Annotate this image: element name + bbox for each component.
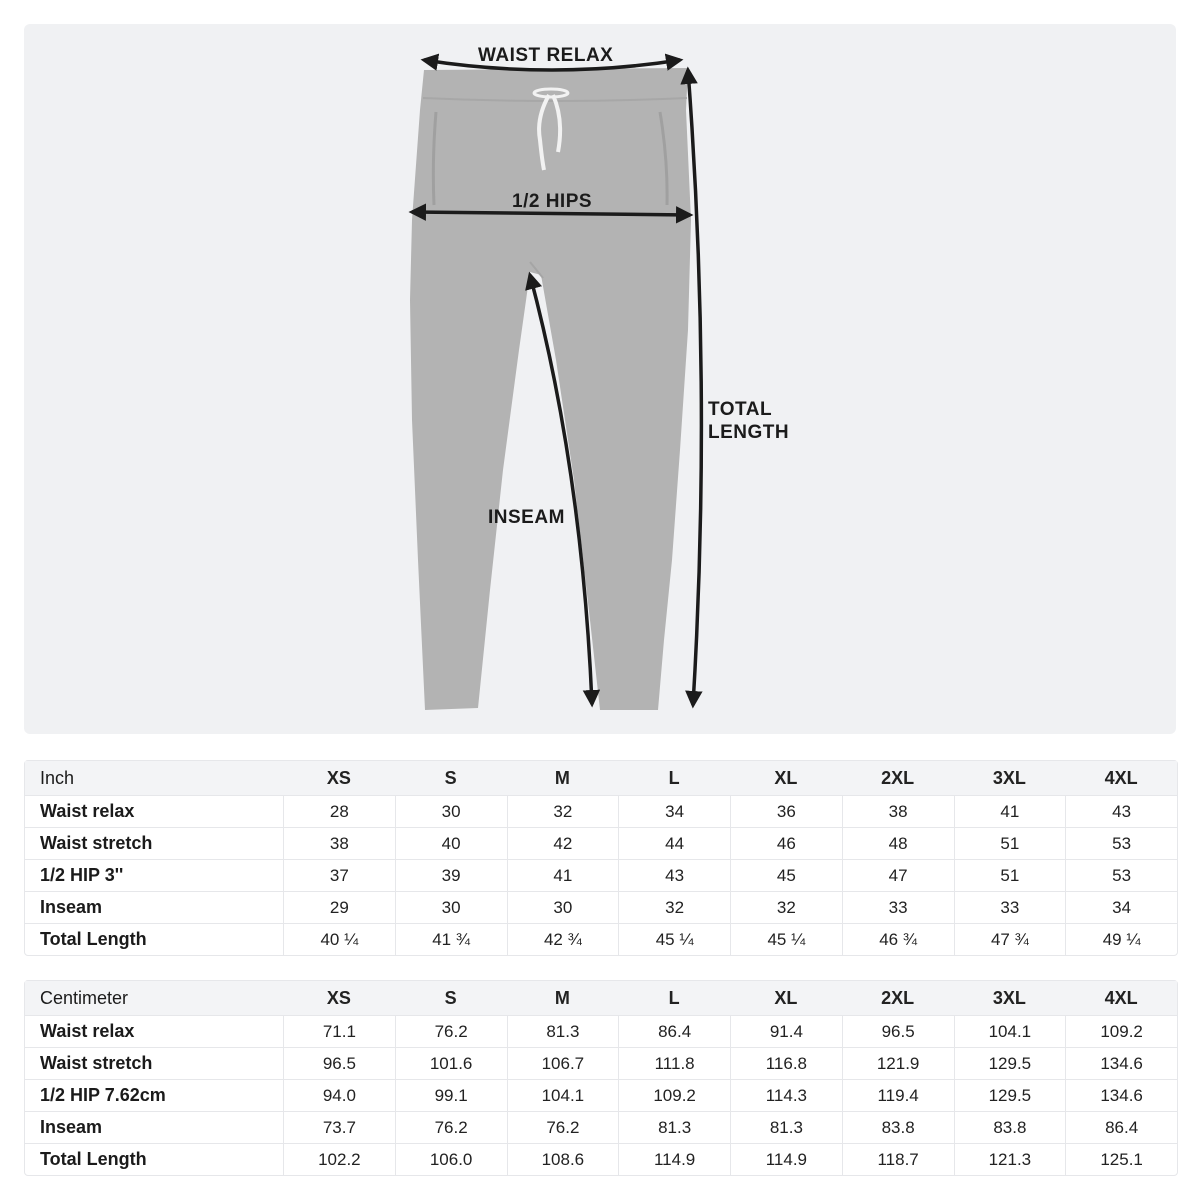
table-cell: 121.3 bbox=[954, 1144, 1066, 1175]
table-cell: 43 bbox=[1065, 796, 1177, 827]
size-header: XS bbox=[326, 767, 351, 788]
table-row bbox=[25, 859, 1177, 891]
table-cell: 116.8 bbox=[730, 1048, 842, 1079]
measurement-label: 1/2 HIP 3'' bbox=[40, 865, 124, 885]
table-cell: 47 ¾ bbox=[954, 924, 1066, 955]
table-cell: 102.2 bbox=[283, 1144, 395, 1175]
table-cell: 40 ¼ bbox=[283, 924, 395, 955]
table-cell: 73.7 bbox=[283, 1112, 395, 1143]
total-length-label-line2: LENGTH bbox=[708, 422, 790, 443]
measurement-label: Waist relax bbox=[40, 801, 135, 821]
table-cell: 119.4 bbox=[842, 1080, 954, 1111]
table-cell: 46 bbox=[730, 828, 842, 859]
table-cell: 38 bbox=[842, 796, 954, 827]
waist-relax-label: WAIST RELAX bbox=[478, 45, 614, 66]
measurement-label: 1/2 HIP 7.62cm bbox=[40, 1085, 166, 1105]
table-cell: 96.5 bbox=[283, 1048, 395, 1079]
table-cell: 51 bbox=[954, 860, 1066, 891]
table-row bbox=[25, 827, 1177, 859]
table-cell: 91.4 bbox=[730, 1016, 842, 1047]
measurement-label: Total Length bbox=[40, 929, 147, 949]
table-cell: 106.0 bbox=[395, 1144, 507, 1175]
table-cell: 30 bbox=[395, 892, 507, 923]
table-cell: 86.4 bbox=[1065, 1112, 1177, 1143]
table-cell: 118.7 bbox=[842, 1144, 954, 1175]
table-cell: 76.2 bbox=[395, 1112, 507, 1143]
table-cell: 83.8 bbox=[842, 1112, 954, 1143]
table-row bbox=[25, 795, 1177, 827]
table-header-row bbox=[25, 981, 1177, 1015]
table-cell: 104.1 bbox=[507, 1080, 619, 1111]
table-cell: 53 bbox=[1065, 828, 1177, 859]
measurement-label: Waist relax bbox=[40, 1021, 135, 1041]
table-cell: 29 bbox=[283, 892, 395, 923]
table-row bbox=[25, 923, 1177, 955]
table-cell: 101.6 bbox=[395, 1048, 507, 1079]
table-cell: 33 bbox=[954, 892, 1066, 923]
table-cell: 109.2 bbox=[618, 1080, 730, 1111]
table-cell: 28 bbox=[283, 796, 395, 827]
table-header-row bbox=[25, 761, 1177, 795]
table-row bbox=[25, 1047, 1177, 1079]
table-cell: 41 bbox=[954, 796, 1066, 827]
table-row bbox=[25, 891, 1177, 923]
table-cell: 34 bbox=[1065, 892, 1177, 923]
table-cell: 42 bbox=[507, 828, 619, 859]
table-cell: 83.8 bbox=[954, 1112, 1066, 1143]
table-cell: 39 bbox=[395, 860, 507, 891]
size-header: XL bbox=[774, 767, 798, 788]
measurement-label: Waist stretch bbox=[40, 833, 153, 853]
table-cell: 114.9 bbox=[730, 1144, 842, 1175]
measurement-label: Total Length bbox=[40, 1149, 147, 1169]
size-header: 2XL bbox=[881, 987, 915, 1008]
size-header: XL bbox=[774, 987, 798, 1008]
total-length-arrow bbox=[688, 70, 701, 705]
table-cell: 49 ¼ bbox=[1065, 924, 1177, 955]
table-cell: 41 ¾ bbox=[395, 924, 507, 955]
table-cell: 71.1 bbox=[283, 1016, 395, 1047]
cm-size-table bbox=[24, 980, 1178, 1176]
table-cell: 32 bbox=[618, 892, 730, 923]
table-cell: 44 bbox=[618, 828, 730, 859]
unit-label: Inch bbox=[40, 767, 75, 788]
pants-illustration bbox=[410, 68, 691, 710]
size-header: 4XL bbox=[1104, 767, 1138, 788]
measurement-label: Waist stretch bbox=[40, 1053, 153, 1073]
unit-label: Centimeter bbox=[40, 987, 129, 1008]
table-cell: 111.8 bbox=[618, 1048, 730, 1079]
measurement-label: Inseam bbox=[40, 897, 103, 917]
table-cell: 30 bbox=[395, 796, 507, 827]
table-cell: 81.3 bbox=[730, 1112, 842, 1143]
measurement-label: Inseam bbox=[40, 1117, 103, 1137]
table-cell: 37 bbox=[283, 860, 395, 891]
table-cell: 76.2 bbox=[395, 1016, 507, 1047]
size-header: M bbox=[554, 987, 570, 1008]
table-cell: 46 ¾ bbox=[842, 924, 954, 955]
size-header: 3XL bbox=[992, 987, 1026, 1008]
table-cell: 106.7 bbox=[507, 1048, 619, 1079]
table-cell: 99.1 bbox=[395, 1080, 507, 1111]
table-cell: 104.1 bbox=[954, 1016, 1066, 1047]
table-row bbox=[25, 1111, 1177, 1143]
table-cell: 114.3 bbox=[730, 1080, 842, 1111]
table-cell: 45 ¼ bbox=[618, 924, 730, 955]
table-cell: 41 bbox=[507, 860, 619, 891]
table-cell: 114.9 bbox=[618, 1144, 730, 1175]
table-cell: 86.4 bbox=[618, 1016, 730, 1047]
table-cell: 47 bbox=[842, 860, 954, 891]
size-header: 2XL bbox=[881, 767, 915, 788]
table-cell: 53 bbox=[1065, 860, 1177, 891]
half-hips-label: 1/2 HIPS bbox=[512, 191, 593, 212]
size-header: L bbox=[668, 767, 680, 788]
inch-size-table bbox=[24, 760, 1178, 956]
table-cell: 43 bbox=[618, 860, 730, 891]
table-cell: 134.6 bbox=[1065, 1048, 1177, 1079]
size-header: XS bbox=[326, 987, 351, 1008]
size-header: 3XL bbox=[992, 767, 1026, 788]
table-cell: 121.9 bbox=[842, 1048, 954, 1079]
total-length-label-line1: TOTAL bbox=[708, 399, 773, 420]
table-row bbox=[25, 1143, 1177, 1175]
table-cell: 42 ¾ bbox=[507, 924, 619, 955]
table-cell: 81.3 bbox=[507, 1016, 619, 1047]
inseam-label: INSEAM bbox=[488, 507, 565, 528]
table-cell: 38 bbox=[283, 828, 395, 859]
table-cell: 134.6 bbox=[1065, 1080, 1177, 1111]
size-header: S bbox=[444, 767, 457, 788]
table-cell: 76.2 bbox=[507, 1112, 619, 1143]
table-cell: 32 bbox=[730, 892, 842, 923]
table-cell: 36 bbox=[730, 796, 842, 827]
table-cell: 94.0 bbox=[283, 1080, 395, 1111]
table-row bbox=[25, 1015, 1177, 1047]
table-cell: 96.5 bbox=[842, 1016, 954, 1047]
table-cell: 34 bbox=[618, 796, 730, 827]
table-cell: 109.2 bbox=[1065, 1016, 1177, 1047]
size-header: L bbox=[668, 987, 680, 1008]
table-cell: 129.5 bbox=[954, 1080, 1066, 1111]
size-header: M bbox=[554, 767, 570, 788]
size-header: 4XL bbox=[1104, 987, 1138, 1008]
table-cell: 33 bbox=[842, 892, 954, 923]
table-cell: 30 bbox=[507, 892, 619, 923]
table-row bbox=[25, 1079, 1177, 1111]
table-cell: 45 bbox=[730, 860, 842, 891]
table-cell: 32 bbox=[507, 796, 619, 827]
table-cell: 51 bbox=[954, 828, 1066, 859]
size-header: S bbox=[444, 987, 457, 1008]
table-cell: 129.5 bbox=[954, 1048, 1066, 1079]
table-cell: 40 bbox=[395, 828, 507, 859]
table-cell: 45 ¼ bbox=[730, 924, 842, 955]
table-cell: 48 bbox=[842, 828, 954, 859]
table-cell: 108.6 bbox=[507, 1144, 619, 1175]
table-cell: 81.3 bbox=[618, 1112, 730, 1143]
table-cell: 125.1 bbox=[1065, 1144, 1177, 1175]
